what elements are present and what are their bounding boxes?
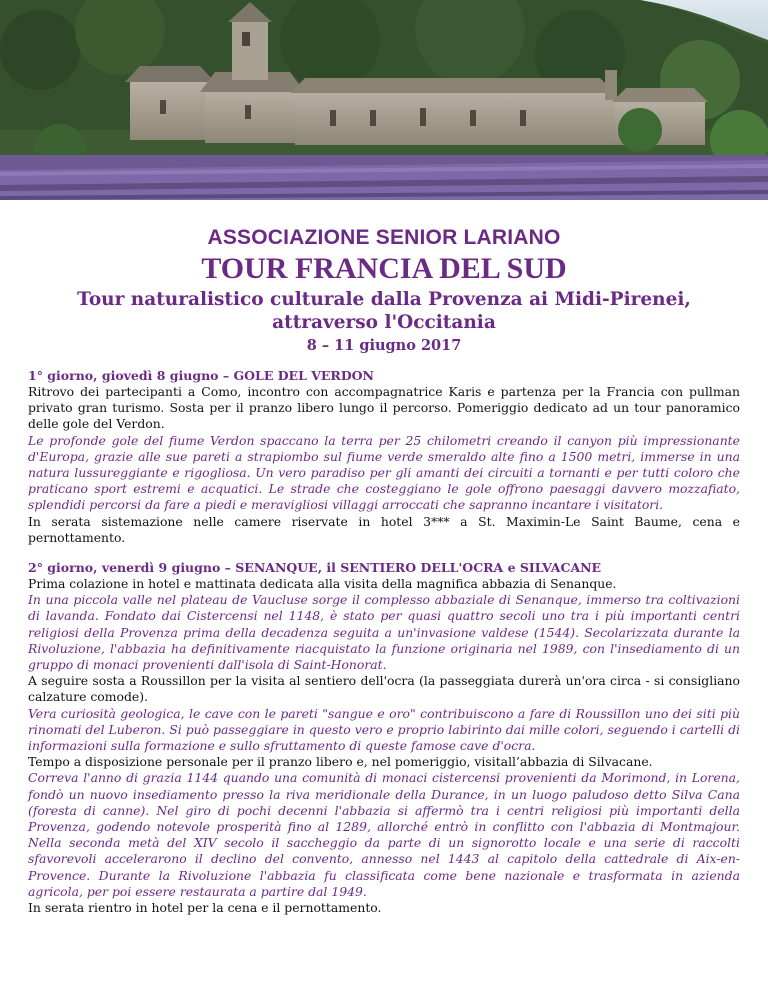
- day-2-section: [28, 560, 740, 916]
- abbey-lavender-illustration: [0, 0, 768, 200]
- day-1-paragraph: Ritrovo dei partecipanti a Como, incontro con accompagnatrice Karis e partenza per la Francia con pullman privato gran turismo. Sosta per il pranzo libero lungo il percorso. Pomeriggio dedicato ad un tour panoramico delle gole del Verdon.: [28, 384, 740, 432]
- day-2-paragraph: Tempo a disposizione personale per il pranzo libero e, nel pomeriggio, visitall’abbazia di Silvacane.: [28, 754, 653, 770]
- day-2-paragraph: In serata rientro in hotel per la cena e il pernottamento.: [28, 900, 382, 916]
- lavender-field: [0, 155, 768, 200]
- day-2-title: 2° giorno, venerdì 9 giugno – SENANQUE, il SENTIERO DELL'OCRA e SILVACANE: [28, 560, 602, 576]
- day-2-paragraph: Prima colazione in hotel e mattinata dedicata alla visita della magnifica abbazia di Senanque.: [28, 576, 617, 592]
- day-1-title: 1° giorno, giovedì 8 giugno – GOLE DEL VERDON: [28, 368, 374, 383]
- day-2-paragraph: A seguire sosta a Roussillon per la visita al sentiero dell'ocra (la passeggiata durerà un'ora circa - si consigliano calzature comode).: [28, 673, 740, 705]
- subtitle-line-1: Tour naturalistico culturale dalla Provenza ai Midi-Pirenei,: [77, 289, 691, 310]
- tour-subtitle: [28, 288, 740, 334]
- day-1-description: Le profonde gole del fiume Verdon spaccano la terra per 25 chilometri creando il canyon più impressionante d'Europa, grazie alle sue pareti a strapiombo sul fiume verde smeraldo alte fino a 1500 metri, immerse in una natura lussureggiante e rigogliosa. Un vero paradiso per gli amanti dei circuiti a tornanti e per tutti coloro che praticano sport estremi e acquatici. Le strade che costeggiano le gole offrono paesaggi davvero mozzafiato, splendidi percorsi da fare a piedi e meravigliosi villaggi arroccati che sapranno incantare i visitatori.: [28, 432, 740, 513]
- day-1-paragraph: In serata sistemazione nelle camere riservate in hotel 3*** a St. Maximin-Le Saint Baume, cena e pernottamento.: [28, 513, 740, 545]
- day-1-section: [28, 368, 740, 546]
- association-name: ASSOCIAZIONE SENIOR LARIANO: [207, 226, 561, 249]
- subtitle-line-2: attraverso l'Occitania: [272, 312, 496, 333]
- tour-title: TOUR FRANCIA DEL SUD: [201, 252, 567, 285]
- day-2-description: In una piccola valle nel plateau de Vaucluse sorge il complesso abbaziale di Senanque, immerso tra coltivazioni di lavanda. Fondato dai Cistercensi nel 1148, è stato per quasi quattro secoli uno tra i più importanti centri religiosi della Provenza prima della decadenza seguita a un'invasione valdese (1544). Secolarizzata durante la Rivoluzione, l'abbazia ha definitivamente riacquistato la funzione originaria nel 1989, con l'insediamento di un gruppo di monaci provenienti dall'isola di Saint-Honorat.: [28, 592, 740, 673]
- tour-dates: 8 – 11 giugno 2017: [306, 337, 462, 354]
- hero-photo: [0, 0, 768, 200]
- day-2-description: Vera curiosità geologica, le cave con le pareti "sangue e oro" contribuiscono a fare di Roussillon uno dei siti più rinomati del Luberon. Si può passeggiare in questo vero e proprio labirinto dai mille colori, seguendo i cartelli di informazioni sulla formazione e sullo sfruttamento di queste famose cave d'ocra.: [28, 705, 740, 754]
- day-2-description: Correva l'anno di grazia 1144 quando una comunità di monaci cistercensi provenienti da Morimond, in Lorena, fondò un nuovo insediamento presso la riva meridionale della Durance, in un luogo paludoso detto Silva Cana (foresta di canne). Nel giro di pochi decenni l'abbazia si affermò tra i centri religiosi più importanti della Provenza, godendo notevole prosperità fino al 1289, allorché entrò in conflitto con l'abbazia di Montmajour. Nella seconda metà del XIV secolo il saccheggio da parte di un signorotto locale e una serie di raccolti sfavorevoli accelerarono il declino del convento, annesso nel 1443 al capitolo della cattedrale di Aix-en-Provence. Durante la Rivoluzione l'abbazia fu classificata come bene nazionale e trasformata in azienda agricola, per poi essere restaurata a partire dal 1949.: [28, 770, 740, 899]
